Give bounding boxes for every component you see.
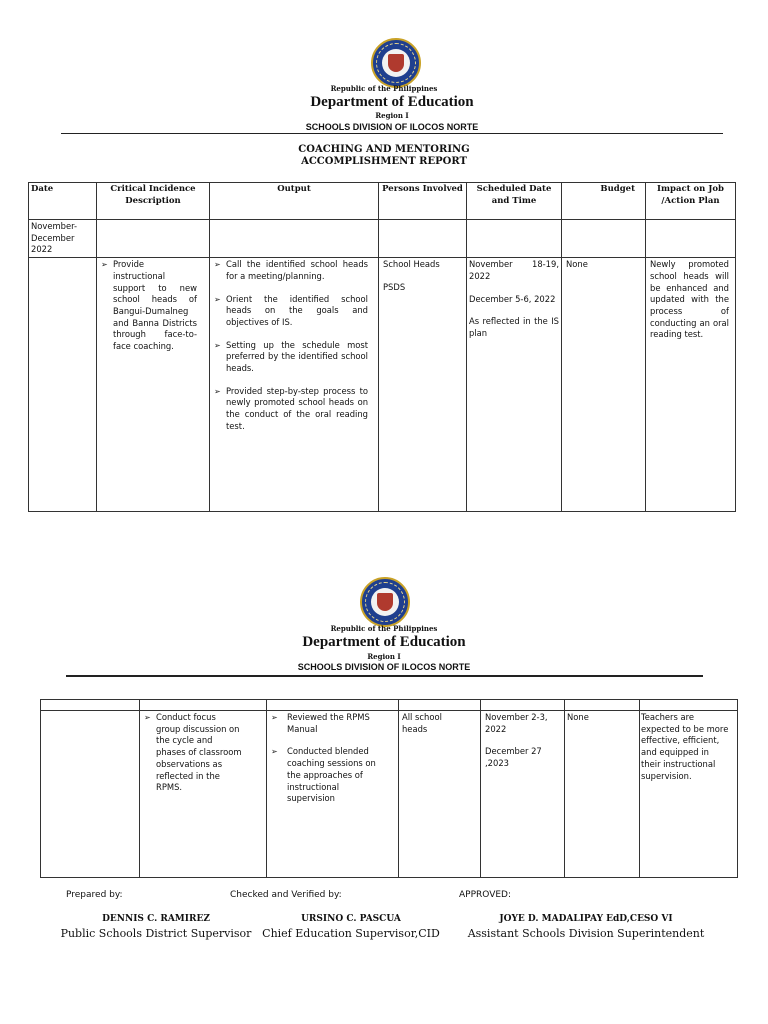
impact-cell: Teachers are expected to be more effective, efficient, and equipped in their instructional supervision. bbox=[640, 711, 738, 878]
report-title-line2: ACCOMPLISHMENT REPORT bbox=[301, 156, 467, 167]
impact-cell: Newly promoted school heads will be enhanced and updated with the process of conducting an oral reading test. bbox=[646, 258, 736, 512]
output-cell bbox=[210, 258, 379, 512]
scheduled-item: December 27 ,2023 bbox=[485, 746, 542, 769]
persons-cell: All school heads bbox=[399, 711, 481, 878]
prepared-name: DENNIS C. RAMIREZ bbox=[102, 914, 210, 924]
deped-seal-icon bbox=[371, 38, 421, 88]
col-persons: Persons Involved bbox=[379, 183, 467, 220]
persons-cell bbox=[379, 258, 467, 512]
scheduled-item: November 18-19, 2022 bbox=[469, 259, 559, 281]
persons-item: School Heads bbox=[383, 259, 440, 270]
division-label: SCHOOLS DIVISION OF ILOCOS NORTE bbox=[297, 662, 471, 672]
prepared-title: Public Schools District Supervisor bbox=[60, 927, 252, 940]
department-title: Department of Education bbox=[310, 94, 474, 110]
table-row bbox=[29, 220, 736, 258]
critical-cell bbox=[140, 711, 267, 878]
accomplishment-table bbox=[28, 182, 736, 512]
output-item: ➢ Call the identified school heads for a meeting/planning. bbox=[214, 259, 368, 282]
republic-label: Republic of the Philippines bbox=[330, 84, 438, 93]
report-title bbox=[0, 144, 768, 168]
table-row bbox=[29, 258, 736, 512]
col-date: Date bbox=[29, 183, 97, 220]
header-divider bbox=[66, 675, 703, 677]
period-cell: November- December 2022 bbox=[29, 220, 97, 258]
scheduled-item: December 5-6, 2022 bbox=[469, 293, 556, 304]
prepared-label: Prepared by: bbox=[66, 890, 123, 900]
output-item: ➢ Orient the identified school heads on the goals and objectives of IS. bbox=[214, 294, 368, 329]
accomplishment-table-continued bbox=[40, 699, 738, 878]
scheduled-item: November 2-3, 2022 bbox=[485, 712, 548, 734]
division-label: SCHOOLS DIVISION OF ILOCOS NORTE bbox=[305, 122, 479, 132]
col-critical: Critical Incidence Description bbox=[97, 183, 210, 220]
output-item: ➢ Setting up the schedule most preferred by the identified school heads. bbox=[214, 340, 368, 375]
output-cell bbox=[267, 711, 399, 878]
date-cell bbox=[29, 258, 97, 512]
checked-label: Checked and Verified by: bbox=[230, 890, 342, 900]
scheduled-cell bbox=[481, 711, 565, 878]
budget-cell: None bbox=[565, 711, 640, 878]
deped-seal-icon bbox=[360, 577, 410, 627]
checked-name: URSINO C. PASCUA bbox=[301, 914, 401, 924]
republic-label: Republic of the Philippines bbox=[330, 624, 438, 633]
approved-name: JOYE D. MADALIPAY EdD,CESO VI bbox=[499, 914, 673, 924]
col-output: Output bbox=[210, 183, 379, 220]
budget-cell: None bbox=[562, 258, 646, 512]
col-scheduled: Scheduled Date and Time bbox=[467, 183, 562, 220]
department-title: Department of Education bbox=[302, 634, 466, 650]
col-impact: Impact on Job /Action Plan bbox=[646, 183, 736, 220]
checked-title: Chief Education Supervisor,CID bbox=[262, 927, 440, 940]
approved-title: Assistant Schools Division Superintendent bbox=[467, 927, 705, 940]
table-row bbox=[41, 711, 738, 878]
output-item: ➢ Reviewed the RPMS Manual bbox=[271, 712, 384, 735]
header-divider bbox=[61, 133, 723, 134]
critical-item: ➢ Conduct focus group discussion on the cycle and phases of classroom observations as reflected in the RPMS. bbox=[144, 712, 242, 794]
report-title-line1: COACHING AND MENTORING bbox=[298, 144, 470, 155]
output-item: ➢ Provided step-by-step process to newly promoted school heads on the conduct of the oral reading test. bbox=[214, 386, 368, 433]
scheduled-cell bbox=[467, 258, 562, 512]
region-label: Region I bbox=[375, 111, 409, 120]
date-cell bbox=[41, 711, 140, 878]
table-header-row bbox=[29, 183, 736, 220]
critical-cell bbox=[97, 258, 210, 512]
output-item: ➢ Conducted blended coaching sessions on the approaches of instructional supervision bbox=[271, 746, 384, 805]
region-label: Region I bbox=[367, 652, 401, 661]
approved-label: APPROVED: bbox=[459, 890, 511, 900]
scheduled-item: As reflected in the IS plan bbox=[469, 316, 559, 338]
table-header-row bbox=[41, 700, 738, 711]
persons-item: PSDS bbox=[383, 281, 406, 292]
critical-item: ➢ Provide instructional support to new school heads of Bangui-Dumalneg and Banna Districts through face-to-face coaching. bbox=[101, 259, 207, 353]
col-budget: Budget bbox=[562, 183, 646, 220]
